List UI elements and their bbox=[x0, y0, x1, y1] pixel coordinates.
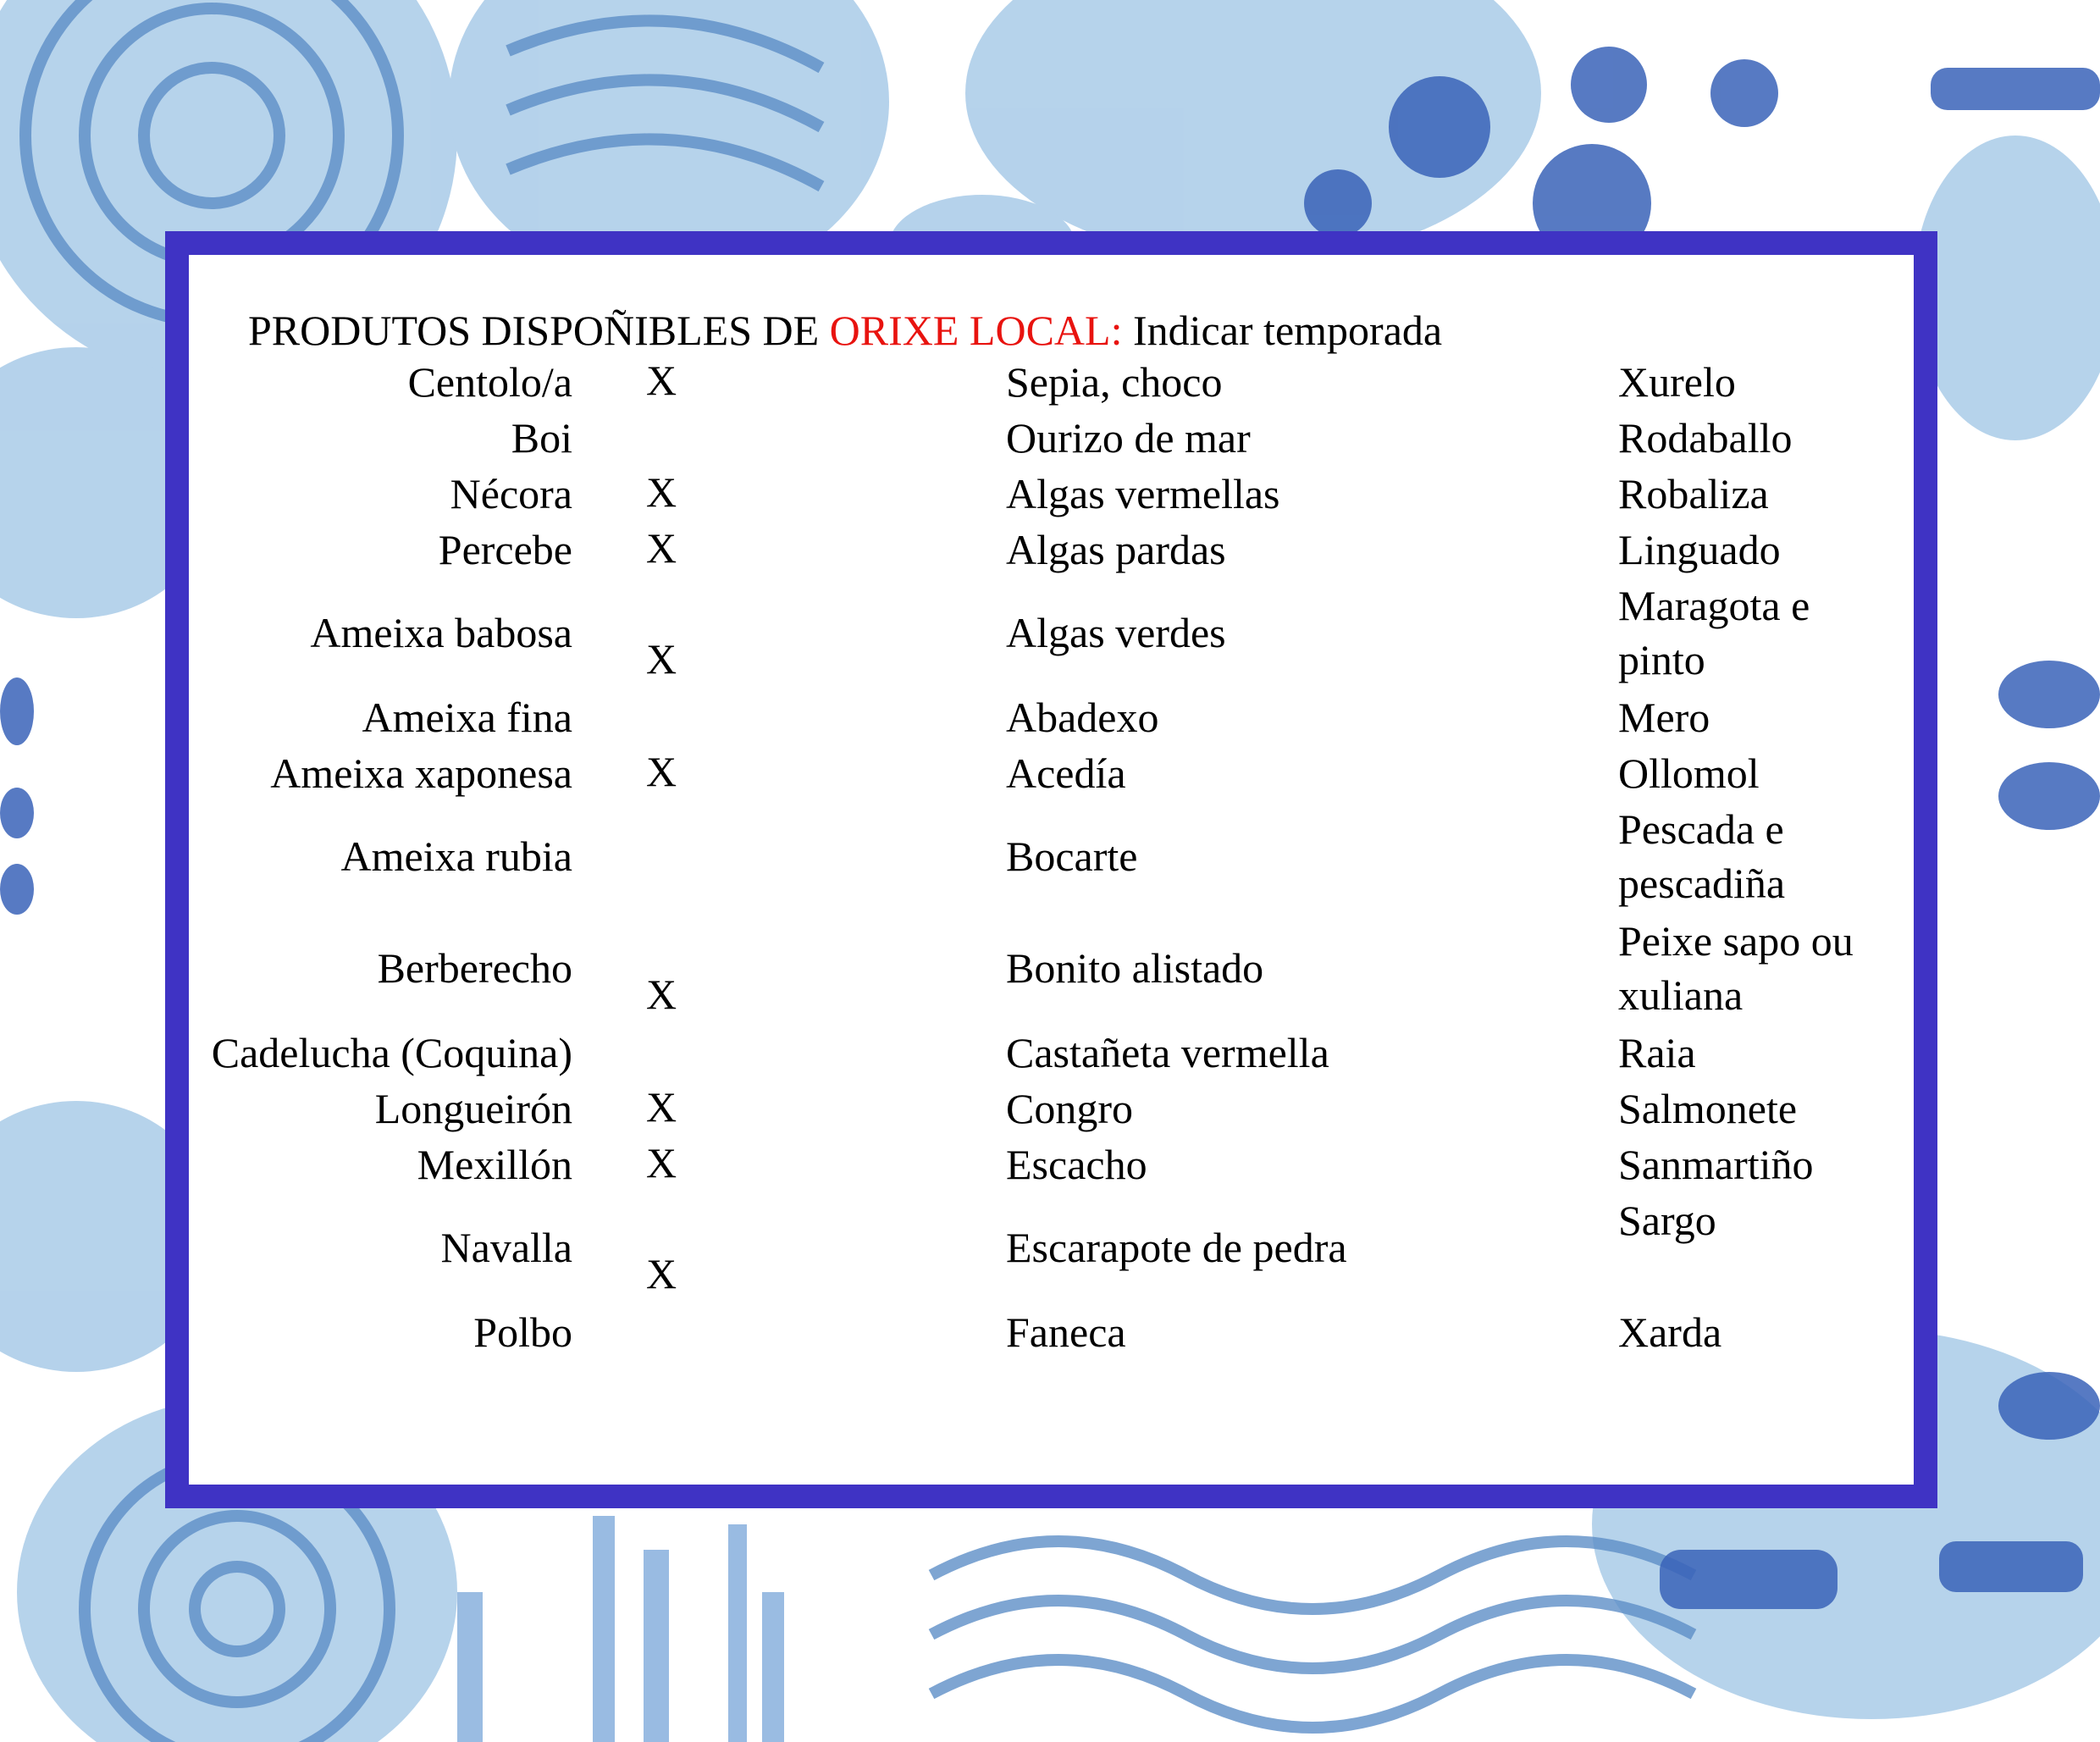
shellfish-item: Nécora bbox=[450, 470, 572, 517]
panel-heading bbox=[248, 307, 1443, 354]
seaweed-fish-item: Algas vermellas bbox=[1006, 470, 1280, 517]
fish-item: Peixe sapo ou xuliana bbox=[1618, 917, 1854, 1019]
seaweed-fish-item: Faneca bbox=[1006, 1308, 1126, 1356]
shellfish-item: Mexillón bbox=[417, 1141, 572, 1188]
fish-item: Sanmartiño bbox=[1618, 1141, 1814, 1188]
shellfish-item: Boi bbox=[511, 414, 572, 462]
product-row bbox=[189, 914, 1914, 1026]
fish-item: Salmonete bbox=[1618, 1085, 1798, 1132]
fish-item: Xarda bbox=[1618, 1308, 1722, 1356]
availability-mark: X bbox=[646, 1139, 677, 1186]
fish-item: Maragota e pinto bbox=[1618, 582, 1810, 683]
seaweed-fish-item: Acedía bbox=[1006, 749, 1126, 797]
seaweed-fish-item: Ourizo de mar bbox=[1006, 414, 1251, 462]
seaweed-fish-item: Congro bbox=[1006, 1085, 1133, 1132]
product-row bbox=[189, 1193, 1914, 1305]
seaweed-fish-item: Abadexo bbox=[1006, 694, 1159, 741]
seaweed-fish-item: Algas verdes bbox=[1006, 609, 1226, 656]
heading-suffix: Indicar temporada bbox=[1122, 307, 1443, 354]
product-row bbox=[189, 523, 1914, 578]
shellfish-item: Ameixa rubia bbox=[340, 832, 572, 880]
product-row bbox=[189, 746, 1914, 802]
product-row bbox=[189, 467, 1914, 523]
product-row bbox=[189, 690, 1914, 746]
fish-item: Linguado bbox=[1618, 526, 1781, 573]
fish-item: Xurelo bbox=[1618, 358, 1736, 406]
fish-item: Raia bbox=[1618, 1029, 1696, 1076]
shellfish-item: Percebe bbox=[438, 526, 572, 573]
fish-item: Rodaballo bbox=[1618, 414, 1793, 462]
shellfish-item: Polbo bbox=[473, 1308, 572, 1356]
availability-mark: X bbox=[646, 468, 677, 516]
product-row bbox=[189, 1305, 1914, 1361]
fish-item: Mero bbox=[1618, 694, 1710, 741]
product-row bbox=[189, 1137, 1914, 1193]
fish-item: Ollomol bbox=[1618, 749, 1760, 797]
products-panel bbox=[165, 231, 1937, 1508]
fish-item: Robaliza bbox=[1618, 470, 1769, 517]
fish-item: Pescada e pescadiña bbox=[1618, 805, 1786, 907]
shellfish-item: Centolo/a bbox=[407, 358, 572, 406]
shellfish-item: Ameixa babosa bbox=[310, 609, 572, 656]
product-row bbox=[189, 1026, 1914, 1081]
seaweed-fish-item: Castañeta vermella bbox=[1006, 1029, 1329, 1076]
shellfish-item: Ameixa fina bbox=[362, 694, 572, 741]
seaweed-fish-item: Escacho bbox=[1006, 1141, 1147, 1188]
product-row bbox=[189, 411, 1914, 467]
availability-mark: X bbox=[646, 635, 677, 683]
seaweed-fish-item: Escarapote de pedra bbox=[1006, 1224, 1347, 1271]
seaweed-fish-item: Bocarte bbox=[1006, 832, 1138, 880]
product-row bbox=[189, 355, 1914, 411]
shellfish-item: Navalla bbox=[440, 1224, 572, 1271]
fish-item: Sargo bbox=[1618, 1197, 1716, 1244]
shellfish-item: Ameixa xaponesa bbox=[270, 749, 572, 797]
availability-mark: X bbox=[646, 1083, 677, 1131]
product-row bbox=[189, 578, 1914, 690]
heading-highlight: ORIXE LOCAL: bbox=[829, 307, 1123, 354]
product-row bbox=[189, 802, 1914, 914]
availability-mark: X bbox=[646, 357, 677, 404]
seaweed-fish-item: Bonito alistado bbox=[1006, 944, 1264, 992]
availability-mark: X bbox=[646, 1250, 677, 1297]
shellfish-item: Cadelucha (Coquina) bbox=[211, 1029, 572, 1076]
availability-mark: X bbox=[646, 748, 677, 795]
seaweed-fish-item: Sepia, choco bbox=[1006, 358, 1223, 406]
availability-mark: X bbox=[646, 971, 677, 1018]
heading-prefix: PRODUTOS DISPOÑIBLES DE bbox=[248, 307, 830, 354]
product-row bbox=[189, 1081, 1914, 1137]
shellfish-item: Berberecho bbox=[377, 944, 572, 992]
seaweed-fish-item: Algas pardas bbox=[1006, 526, 1226, 573]
shellfish-item: Longueirón bbox=[374, 1085, 572, 1132]
availability-mark: X bbox=[646, 524, 677, 572]
